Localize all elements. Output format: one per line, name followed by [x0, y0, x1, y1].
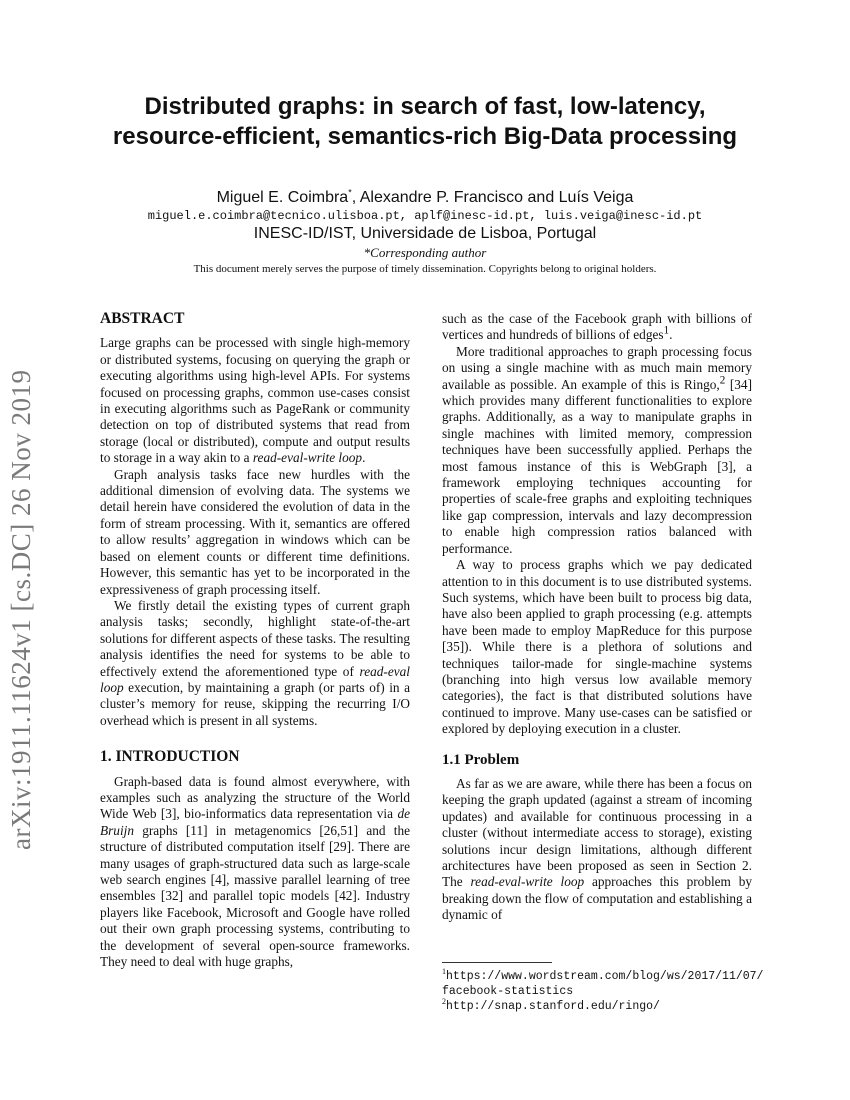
intro-paragraph-2: More traditional approaches to graph processing focus on using a single machine with as much main memory available as possible. An example of this is Ringo,$^2$ [34] which provides many different functionalities to explore graphs. Additionally, as a way to manipulate graphs in single machines with limited memory, compression techniques have been successfully applied. Perhaps the most famous instance of this is WebGraph [3], a framework employing techniques accounting for properties of scale-free graphs and exploiting techniques like gap compression, intervals and lazy decompression to enable high compression ratios balanced with performance. [442, 343, 752, 556]
title-line-2: resource-efficient, semantics-rich Big-Data processing [112, 123, 738, 150]
footnote-1-continued[interactable]: facebook-statistics [442, 985, 574, 998]
footnotes [442, 962, 762, 1014]
footnote-ref-2: 2 [719, 374, 726, 387]
corresponding-mark: * [348, 187, 352, 198]
author-list [60, 189, 790, 207]
intro-paragraph-3: A way to process graphs which we pay dedicated attention to in this document is to use distributed systems. Such systems, which have been built to process big data, have also been applied to graph processing (e.g. attempts have been made to employ MapReduce for this purpose [35]). While there is a plethora of solutions and techniques tailor-made for single-machine systems (branching into high versus low available memory categories), the fact is that distributed solutions have continued to improve. Many use-cases can be satisfied or explored by deploying execution in a cluster. [442, 557, 752, 737]
paper-title [60, 92, 790, 152]
right-column [442, 311, 752, 924]
problem-paragraph-1: As far as we are aware, while there has been a focus on keeping the graph updated (against a stream of incoming updates) and available for continuous processing in a cluster (without intermediate access to storage), existing solutions incur design limitations, although different architectures have been proposed as seen in Section 2. The read-eval-write loop approaches this problem by breaking down the flow of computation and establishing a dynamic of [442, 775, 753, 923]
copyright-notice: This document merely serves the purpose of timely dissemination. Copyrights belong to original holders. [193, 263, 657, 275]
author-1: Miguel E. Coimbra [216, 189, 349, 206]
intro-paragraph-1: Graph-based data is found almost everywhere, with examples such as analyzing the structure of the World Wide Web [3], bio-informatics data representation via de Bruijn graphs [11] in metagenomics [26,51] and the structure of distributed computation itself [29]. There are many usages of graph-structured data such as large-scale web search engines [4], massive parallel learning of tree ensembles [32] and parallel topic models [42]. Industry players like Facebook, Microsoft and Google have rolled out their own graph processing systems, contributing to the development of several open-source frameworks. They need to deal with huge graphs, [100, 773, 410, 970]
abstract-paragraph-1: Large graphs can be processed with single high-memory or distributed systems, focusing on querying the graph or executing algorithms using high-level APIs. For systems focused on processing graphs, common use-cases consist in executing algorithms such as PageRank or community detection on top of distributed systems that read from storage (local or distributed), compute and output results to storage in a way akin to a read-eval-write loop. [100, 335, 410, 466]
abstract-paragraph-3: We firstly detail the existing types of current graph analysis tasks; secondly, highlight state-of-the-art solutions for different aspects of these tasks. The resulting analysis identifies the need for systems to be able to effectively extend the aforementioned type of read-eval loop execution, by maintaining a graph (or parts of) in a cluster’s memory for reuse, skipping the recurring I/O overhead which is present in all systems. [100, 597, 410, 728]
left-column [100, 311, 410, 970]
corresponding-author-note: *Corresponding author [363, 245, 487, 260]
problem-heading: 1.1 Problem [442, 751, 520, 768]
footnote-1: $^1$https://www.wordstream.com/blog/ws/2017/11/07/ [442, 967, 764, 983]
intro-paragraph-1-continued: such as the case of the Facebook graph with billions of vertices and hundreds of billions of edges$^1$. [442, 311, 752, 343]
other-authors: , Alexandre P. Francisco and Luís Veiga [351, 189, 634, 206]
abstract-heading: ABSTRACT [100, 310, 185, 327]
footnote-rule [442, 962, 552, 963]
abstract-paragraph-2: Graph analysis tasks face new hurdles with the additional dimension of evolving data. The systems we detail herein have considered the evolution of data in the form of stream processing. With it, semantics are offered to allow results’ aggregation in windows which can be based on element counts or different time definitions. However, this semantic has yet to be incorporated in the expressiveness of graph processing itself. [100, 466, 410, 597]
arxiv-identifier: arXiv:1911.11624v1 [cs.DC] 26 Nov 2019 [6, 369, 36, 850]
title-line-1: Distributed graphs: in search of fast, low-latency, [144, 93, 706, 120]
footnote-ref-1: 1 [663, 324, 670, 337]
introduction-heading: 1. INTRODUCTION [100, 748, 240, 766]
affiliation: INESC-ID/IST, Universidade de Lisboa, Portugal [253, 225, 597, 242]
author-emails: miguel.e.coimbra@tecnico.ulisboa.pt, aplf@inesc-id.pt, luis.veiga@inesc-id.pt [147, 209, 703, 223]
footnote-1-link[interactable]: https://www.wordstream.com/blog/ws/2017/11/07/ [446, 970, 764, 983]
footnote-2-link[interactable]: http://snap.stanford.edu/ringo/ [446, 1000, 660, 1013]
footnote-2: $^2$http://snap.stanford.edu/ringo/ [442, 997, 660, 1013]
